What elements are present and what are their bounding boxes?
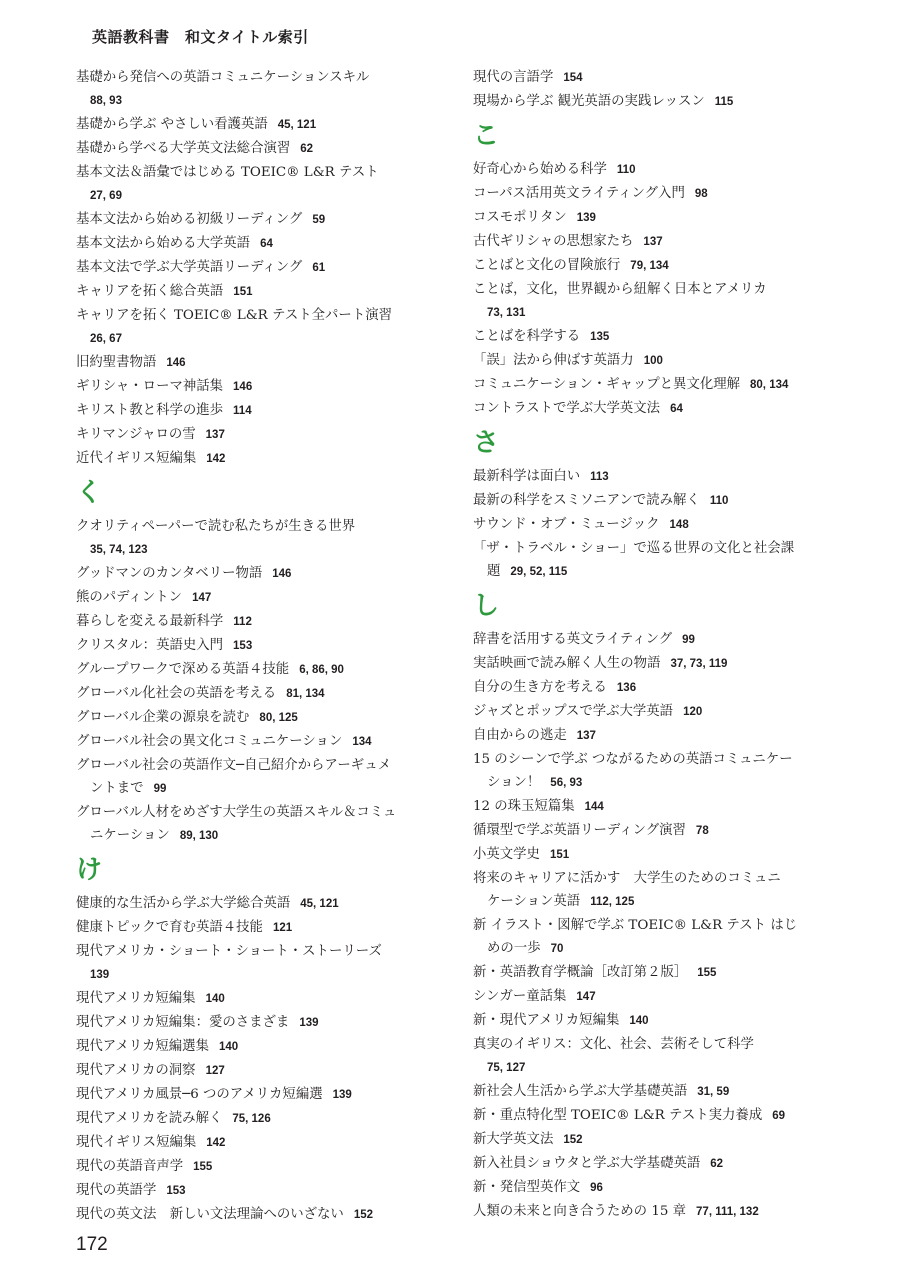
entry-pages: 140 — [629, 1015, 649, 1027]
entry-pages: 56, 93 — [550, 777, 583, 789]
entry-pages: 140 — [218, 1041, 239, 1053]
index-entry — [76, 399, 451, 423]
index-entry — [473, 1200, 843, 1224]
entry-continuation — [76, 538, 451, 562]
entry-title: ことばを科学する — [473, 329, 581, 344]
entry-pages: 114 — [233, 405, 252, 417]
entry-title: 自由からの逃走 — [473, 728, 567, 743]
entry-pages: 61 — [312, 262, 326, 274]
entry-pages: 99 — [153, 783, 167, 795]
entry-pages: 127 — [205, 1065, 225, 1077]
kana-section-heading: け — [76, 855, 103, 885]
entry-title: 現代の英文法 新しい文法理論へのいざない — [76, 1207, 344, 1222]
entry-title: コーパス活用英文ライティング入門 — [473, 186, 685, 201]
entry-pages: 78 — [695, 825, 709, 837]
entry-pages: 75, 126 — [232, 1113, 271, 1125]
entry-title: ことば，文化，世界観から紐解く日本とアメリカ — [473, 282, 767, 297]
entry-title: ことばと文化の冒険旅行 — [473, 258, 621, 273]
entry-title: 基礎から発信への英語コミュニケーションスキル — [76, 70, 370, 85]
index-entry — [76, 586, 451, 610]
kana-section-heading: く — [76, 478, 103, 508]
entry-title: 近代イギリス短編集 — [76, 451, 197, 466]
index-entry — [76, 754, 451, 801]
entry-pages: 62 — [710, 1158, 724, 1170]
index-entry — [473, 230, 843, 254]
entry-pages: 27, 69 — [90, 190, 122, 202]
entry-title-continued: ション！ — [487, 775, 541, 790]
entry-pages: 96 — [590, 1182, 603, 1194]
entry-pages: 59 — [312, 214, 326, 226]
index-entry — [473, 489, 843, 513]
entry-title: 新入社員ショウタと学ぶ大学基礎英語 — [473, 1156, 701, 1171]
entry-pages: 73, 131 — [487, 307, 526, 319]
index-entry — [473, 1152, 843, 1176]
entry-pages: 152 — [353, 1209, 373, 1221]
entry-pages: 140 — [205, 993, 225, 1005]
entry-title: 現場から学ぶ 観光英語の実践レッスン — [473, 94, 705, 109]
entry-title: 現代アメリカ短編集：愛のさまざま — [76, 1015, 290, 1030]
index-entry — [473, 867, 843, 914]
entry-title: 基本文法＆語彙ではじめる TOEIC® L&R テスト — [76, 165, 379, 180]
entry-continuation — [76, 777, 451, 801]
entry-pages: 147 — [192, 592, 212, 604]
entry-pages: 77, 111, 132 — [696, 1206, 759, 1218]
entry-pages: 155 — [193, 1161, 213, 1173]
index-entry — [76, 375, 451, 399]
page-number: 172 — [76, 1234, 108, 1255]
entry-title: グローバル企業の源泉を読む — [76, 710, 250, 725]
entry-title: キリマンジャロの雪 — [76, 427, 196, 442]
index-entry — [473, 819, 843, 843]
entry-title: 最新の科学をスミソニアンで読み解く — [473, 493, 700, 508]
index-entry — [76, 706, 451, 730]
index-entry — [473, 700, 843, 724]
entry-title: 基本文法から始める大学英語 — [76, 236, 251, 251]
entry-continuation — [473, 301, 843, 325]
entry-pages: 112 — [233, 616, 252, 628]
entry-continuation — [473, 890, 843, 914]
index-entry — [76, 1011, 451, 1035]
entry-title: 暮らしを変える最新科学 — [76, 614, 224, 629]
entry-title: 基本文法で学ぶ大学英語リーディング — [76, 260, 303, 275]
entry-pages: 142 — [206, 453, 226, 465]
index-entry — [76, 351, 451, 375]
entry-pages: 121 — [272, 922, 293, 934]
entry-title: 真実のイギリス：文化、社会、芸術そして科学 — [473, 1037, 754, 1052]
entry-title: 新・発信型英作文 — [473, 1180, 581, 1195]
index-entry — [473, 1104, 843, 1128]
index-entry — [473, 182, 843, 206]
index-entry — [76, 987, 451, 1011]
entry-title: 古代ギリシャの思想家たち — [473, 234, 634, 249]
entry-title: グッドマンのカンタベリー物語 — [76, 566, 263, 581]
entry-title: クリスタル：英語史入門 — [76, 638, 224, 653]
entry-pages: 137 — [205, 429, 225, 441]
entry-continuation — [473, 1056, 843, 1080]
entry-pages: 37, 73, 119 — [670, 658, 728, 670]
entry-title: 現代アメリカ・ショート・ショート・ストーリーズ — [76, 944, 382, 959]
entry-title: 「誤」法から伸ばす英語力 — [473, 353, 634, 368]
index-entry — [473, 1128, 843, 1152]
entry-pages: 70 — [550, 943, 564, 955]
entry-title: 新 イラスト・図解で学ぶ TOEIC® L&R テスト はじ — [473, 918, 798, 933]
entry-title-continued: めの一歩 — [487, 941, 541, 956]
index-entry — [473, 748, 843, 795]
index-entry — [473, 843, 843, 867]
index-entry — [76, 256, 451, 280]
entry-title: 健康トピックで育む英語４技能 — [76, 920, 263, 935]
index-entry — [473, 1176, 843, 1200]
entry-continuation — [76, 89, 451, 113]
entry-pages: 100 — [643, 355, 663, 367]
entry-pages: 139 — [332, 1089, 352, 1101]
left-index-column — [76, 66, 451, 1227]
entry-title: 実話映画で読み解く人生の物語 — [473, 656, 661, 671]
entry-title: 現代アメリカ短編選集 — [76, 1039, 209, 1054]
index-entry — [76, 892, 451, 916]
entry-pages: 35, 74, 123 — [90, 544, 148, 556]
index-entry — [473, 373, 843, 397]
entry-title: キャリアを拓く TOEIC® L&R テスト全パート演習 — [76, 308, 392, 323]
entry-title-continued: ントまで — [90, 781, 144, 796]
entry-title: 自分の生き方を考える — [473, 680, 607, 695]
entry-pages: 142 — [206, 1137, 226, 1149]
entry-continuation — [76, 184, 451, 208]
entry-pages: 147 — [576, 991, 596, 1003]
entry-title: 基礎から学べる大学英文法総合演習 — [76, 141, 291, 156]
entry-title: 基本文法から始める初級リーディング — [76, 212, 303, 227]
index-entry — [473, 90, 843, 114]
entry-pages: 139 — [90, 969, 110, 981]
entry-title: グローバル化社会の英語を考える — [76, 686, 277, 701]
entry-title: 小英文学史 — [473, 847, 540, 862]
index-entry — [76, 515, 451, 562]
index-entry — [76, 682, 451, 706]
entry-title-continued: ニケーション — [90, 828, 170, 843]
index-entry — [473, 961, 843, 985]
index-entry — [473, 1033, 843, 1080]
index-entry — [76, 66, 451, 113]
index-entry — [473, 349, 843, 373]
index-entry — [473, 278, 843, 325]
entry-title: 新社会人生活から学ぶ大学基礎英語 — [473, 1084, 688, 1099]
index-entry — [473, 158, 843, 182]
entry-title: 新・英語教育学概論［改訂第２版］ — [473, 965, 688, 980]
entry-pages: 135 — [590, 331, 610, 343]
kana-section-heading: さ — [473, 428, 500, 458]
entry-title: 新大学英文法 — [473, 1132, 554, 1147]
entry-pages: 139 — [299, 1017, 319, 1029]
index-entry — [76, 1179, 451, 1203]
entry-title: 熊のパディントン — [76, 590, 183, 605]
entry-title: グループワークで深める英語４技能 — [76, 662, 290, 677]
entry-continuation — [473, 771, 843, 795]
index-entry — [76, 161, 451, 208]
index-entry — [473, 206, 843, 230]
index-entry — [473, 676, 843, 700]
entry-pages: 137 — [643, 236, 663, 248]
index-entry — [473, 914, 843, 961]
entry-pages: 151 — [549, 849, 570, 861]
entry-pages: 99 — [682, 634, 695, 646]
entry-pages: 148 — [669, 519, 689, 531]
entry-continuation — [76, 327, 451, 351]
entry-pages: 153 — [166, 1185, 186, 1197]
entry-title: 現代の英語音声学 — [76, 1159, 184, 1174]
index-entry — [473, 325, 843, 349]
entry-pages: 155 — [697, 967, 717, 979]
entry-title: 循環型で学ぶ英語リーディング演習 — [473, 823, 686, 838]
entry-pages: 154 — [563, 72, 583, 84]
entry-title-continued: ケーション英語 — [487, 894, 581, 909]
entry-title: サウンド・オブ・ミュージック — [473, 517, 660, 532]
entry-pages: 80, 134 — [750, 379, 789, 391]
entry-pages: 45, 121 — [277, 119, 317, 131]
entry-pages: 146 — [272, 568, 292, 580]
entry-pages: 31, 59 — [697, 1086, 730, 1098]
index-entry — [473, 465, 843, 489]
entry-title: クオリティペーパーで読む私たちが生きる世界 — [76, 519, 356, 534]
entry-pages: 110 — [709, 495, 729, 507]
entry-title: 人類の未来と向き合うための 15 章 — [473, 1204, 687, 1219]
index-entry — [473, 537, 843, 584]
right-index-column — [473, 66, 843, 1224]
entry-title: 新・重点特化型 TOEIC® L&R テスト実力養成 — [473, 1108, 763, 1123]
index-entry — [76, 304, 451, 351]
entry-pages: 69 — [772, 1110, 786, 1122]
entry-title: 「ザ・トラベル・ショー」で巡る世界の文化と社会課 — [473, 541, 795, 556]
entry-title: グローバル社会の異文化コミュニケーション — [76, 734, 343, 749]
entry-pages: 88, 93 — [90, 95, 122, 107]
index-entry — [76, 1203, 451, 1227]
entry-title: 旧約聖書物語 — [76, 355, 157, 370]
entry-pages: 29, 52, 115 — [510, 566, 568, 578]
index-entry — [76, 562, 451, 586]
entry-continuation — [76, 824, 451, 848]
entry-pages: 75, 127 — [487, 1062, 526, 1074]
entry-title: 最新科学は面白い — [473, 469, 581, 484]
index-entry — [76, 113, 451, 137]
entry-title: グローバル社会の英語作文─自己紹介からアーギュメ — [76, 758, 391, 773]
index-entry — [76, 232, 451, 256]
entry-pages: 98 — [694, 188, 708, 200]
entry-title: 辞書を活用する英文ライティング — [473, 632, 673, 647]
entry-pages: 6, 86, 90 — [299, 664, 344, 676]
index-entry — [76, 1059, 451, 1083]
entry-title: ギリシャ・ローマ神話集 — [76, 379, 224, 394]
index-entry — [473, 795, 843, 819]
entry-pages: 81, 134 — [286, 688, 325, 700]
index-entry — [473, 254, 843, 278]
index-entry — [76, 1155, 451, 1179]
entry-pages: 26, 67 — [90, 333, 122, 345]
index-entry — [473, 1080, 843, 1104]
entry-title: 新・現代アメリカ短編集 — [473, 1013, 620, 1028]
entry-pages: 146 — [233, 381, 253, 393]
index-entry — [76, 1107, 451, 1131]
entry-pages: 62 — [300, 143, 314, 155]
entry-title: ジャズとポップスで学ぶ大学英語 — [473, 704, 674, 719]
index-entry — [76, 208, 451, 232]
entry-title: 現代アメリカ風景─6 つのアメリカ短編選 — [76, 1087, 323, 1102]
index-entry — [76, 1131, 451, 1155]
entry-title: 現代の言語学 — [473, 70, 554, 85]
index-entry — [76, 137, 451, 161]
entry-pages: 146 — [166, 357, 186, 369]
index-entry — [76, 916, 451, 940]
entry-title: 将来のキャリアに活かす 大学生のためのコミュニ — [473, 871, 781, 886]
entry-title: 12 の珠玉短篇集 — [473, 799, 575, 814]
entry-pages: 110 — [616, 164, 636, 176]
entry-pages: 137 — [576, 730, 596, 742]
entry-title: 15 のシーンで学ぶ つながるための英語コミュニケー — [473, 752, 793, 767]
index-entry — [473, 1009, 843, 1033]
entry-pages: 80, 125 — [259, 712, 298, 724]
entry-title: 現代アメリカ短編集 — [76, 991, 196, 1006]
entry-pages: 45, 121 — [300, 898, 339, 910]
entry-title: コミュニケーション・ギャップと異文化理解 — [473, 377, 741, 392]
index-entry — [473, 628, 843, 652]
index-entry — [76, 940, 451, 987]
entry-pages: 120 — [683, 706, 703, 718]
index-entry — [473, 397, 843, 421]
entry-pages: 139 — [576, 212, 596, 224]
index-entry — [76, 801, 451, 848]
index-entry — [473, 652, 843, 676]
entry-title: 現代アメリカの洞察 — [76, 1063, 196, 1078]
entry-pages: 115 — [714, 96, 734, 108]
entry-title: 好奇心から始める科学 — [473, 162, 607, 177]
entry-title: グローバル人材をめざす大学生の英語スキル＆コミュ — [76, 805, 397, 820]
entry-pages: 134 — [352, 736, 372, 748]
entry-title-continued: 題 — [487, 564, 501, 579]
entry-pages: 64 — [260, 238, 273, 250]
entry-title: 現代イギリス短編集 — [76, 1135, 197, 1150]
index-entry — [473, 985, 843, 1009]
entry-pages: 64 — [670, 403, 683, 415]
entry-title: キリスト教と科学の進歩 — [76, 403, 224, 418]
index-entry — [76, 634, 451, 658]
entry-title: 現代アメリカを読み解く — [76, 1111, 223, 1126]
kana-section-heading: こ — [473, 121, 500, 151]
entry-pages: 152 — [563, 1134, 583, 1146]
entry-title: 現代の英語学 — [76, 1183, 157, 1198]
index-entry — [76, 423, 451, 447]
entry-title: コスモポリタン — [473, 210, 567, 225]
index-entry — [76, 1083, 451, 1107]
entry-pages: 112, 125 — [590, 896, 635, 908]
index-entry — [76, 1035, 451, 1059]
entry-pages: 151 — [233, 286, 253, 298]
entry-continuation — [473, 560, 843, 584]
index-header: 英語教科書 和文タイトル索引 — [92, 28, 309, 46]
index-entry — [76, 447, 451, 471]
entry-pages: 153 — [233, 640, 253, 652]
entry-pages: 79, 134 — [630, 260, 669, 272]
entry-title: シンガー童話集 — [473, 989, 567, 1004]
entry-title: 健康的な生活から学ぶ大学総合英語 — [76, 896, 291, 911]
entry-pages: 89, 130 — [179, 830, 219, 842]
entry-continuation — [76, 963, 451, 987]
entry-continuation — [473, 937, 843, 961]
index-entry — [473, 66, 843, 90]
index-entry — [76, 280, 451, 304]
index-entry — [76, 658, 451, 682]
entry-title: キャリアを拓く総合英語 — [76, 284, 224, 299]
index-entry — [473, 724, 843, 748]
entry-title: コントラストで学ぶ大学英文法 — [473, 401, 661, 416]
entry-title: 基礎から学ぶ やさしい看護英語 — [76, 117, 268, 132]
index-entry — [76, 730, 451, 754]
index-entry — [473, 513, 843, 537]
entry-pages: 144 — [584, 801, 604, 813]
entry-pages: 136 — [616, 682, 637, 694]
index-entry — [76, 610, 451, 634]
kana-section-heading: し — [473, 591, 500, 621]
entry-pages: 113 — [590, 471, 609, 483]
